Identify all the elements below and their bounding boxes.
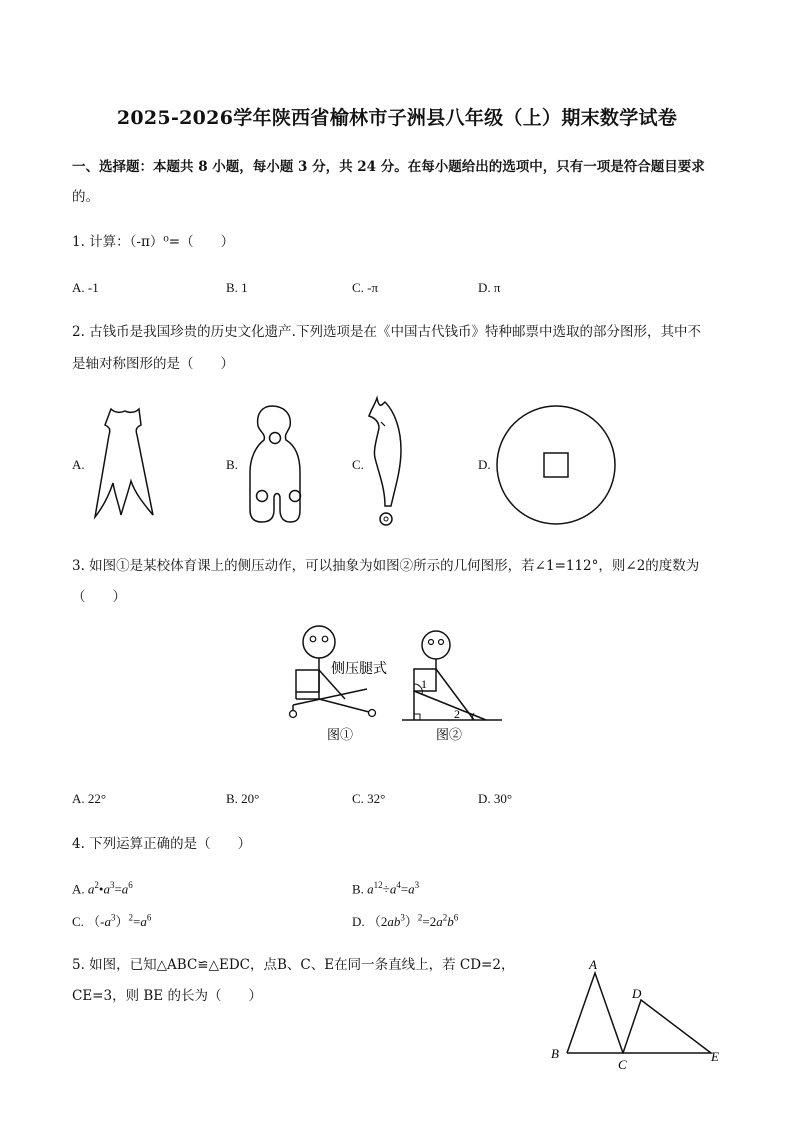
q1-option-d: D. π xyxy=(478,280,501,295)
q5-triangles-figure xyxy=(545,955,725,1075)
fig-caption-pose: 侧压腿式 xyxy=(331,662,387,677)
exam-title: 2025-2026学年陕西省榆林市子洲县八年级（上）期末数学试卷 xyxy=(116,107,678,129)
fig-caption-2: 图② xyxy=(436,727,463,742)
point-e-label: E xyxy=(711,1049,719,1064)
q3-stem-line2: （ ） xyxy=(72,589,126,605)
q1-option-b: B. 1 xyxy=(226,280,248,295)
q3-option-a: A. 22° xyxy=(72,791,107,806)
knife-coin-figure xyxy=(365,398,415,533)
point-d-label: D xyxy=(632,986,642,1001)
q4-option-b: B. $a^{12}\div a^4=a^3$ xyxy=(352,880,420,897)
q5-stem-line2: CE=3，则 BE 的长为（ ） xyxy=(72,988,262,1004)
section-heading-line1: 一、选择题：本题共 8 小题，每小题 3 分，共 24 分。在每小题给出的选项中，只有一项是符合题目要求 xyxy=(72,159,705,175)
point-a-label: A xyxy=(589,957,597,972)
spade-coin-figure xyxy=(85,405,165,520)
fig-caption-1: 图① xyxy=(327,727,354,742)
angle-2-label: 2 xyxy=(454,707,460,721)
q3-option-d: D. 30° xyxy=(478,791,513,806)
q2-label-c: C. xyxy=(352,457,364,472)
q2-stem-line2: 是轴对称图形的是（ ） xyxy=(72,356,234,372)
figure-coin xyxy=(238,402,318,527)
q3-option-c: C. 32° xyxy=(352,791,386,806)
q4-stem: 4. 下列运算正确的是（ ） xyxy=(72,836,252,852)
angle-1-label: 1 xyxy=(421,677,427,691)
point-c-label: C xyxy=(618,1057,627,1072)
q2-label-a: A. xyxy=(72,457,85,472)
q3-figure-1 xyxy=(285,625,395,750)
section-heading-line2: 的。 xyxy=(72,189,99,205)
q2-label-b: B. xyxy=(226,457,238,472)
q5-stem-line1: 5. 如图，已知△ABC≌△EDC，点B、C、E在同一条直线上，若 CD=2， xyxy=(72,957,515,973)
q1-option-c: C. -π xyxy=(352,280,379,295)
point-b-label: B xyxy=(551,1046,559,1061)
q2-stem-line1: 2. 古钱币是我国珍贵的历史文化遗产.下列选项是在《中国古代钱币》特种邮票中选取的部分图形，其中不 xyxy=(72,324,701,340)
q4-option-a: A. $a^2•a^3=a^6$ xyxy=(72,880,133,897)
q2-label-d: D. xyxy=(478,457,491,472)
q4-option-d: D. $(2ab^3)^2=2a^2b^6$ xyxy=(352,912,459,929)
q3-stem-line1: 3. 如图①是某校体育课上的侧压动作，可以抽象为如图②所示的几何图形，若∠1=112°，则∠2的度数为 xyxy=(72,558,700,574)
q4-option-c: C. $(-a^3)^2=a^6$ xyxy=(72,912,152,929)
q3-option-b: B. 20° xyxy=(226,791,260,806)
q1-option-a: A. -1 xyxy=(72,280,99,295)
round-coin-figure xyxy=(496,405,616,525)
q1-stem: 1. 计算：（-π）⁰=（ ） xyxy=(72,234,235,250)
q3-figure-2 xyxy=(398,630,508,750)
